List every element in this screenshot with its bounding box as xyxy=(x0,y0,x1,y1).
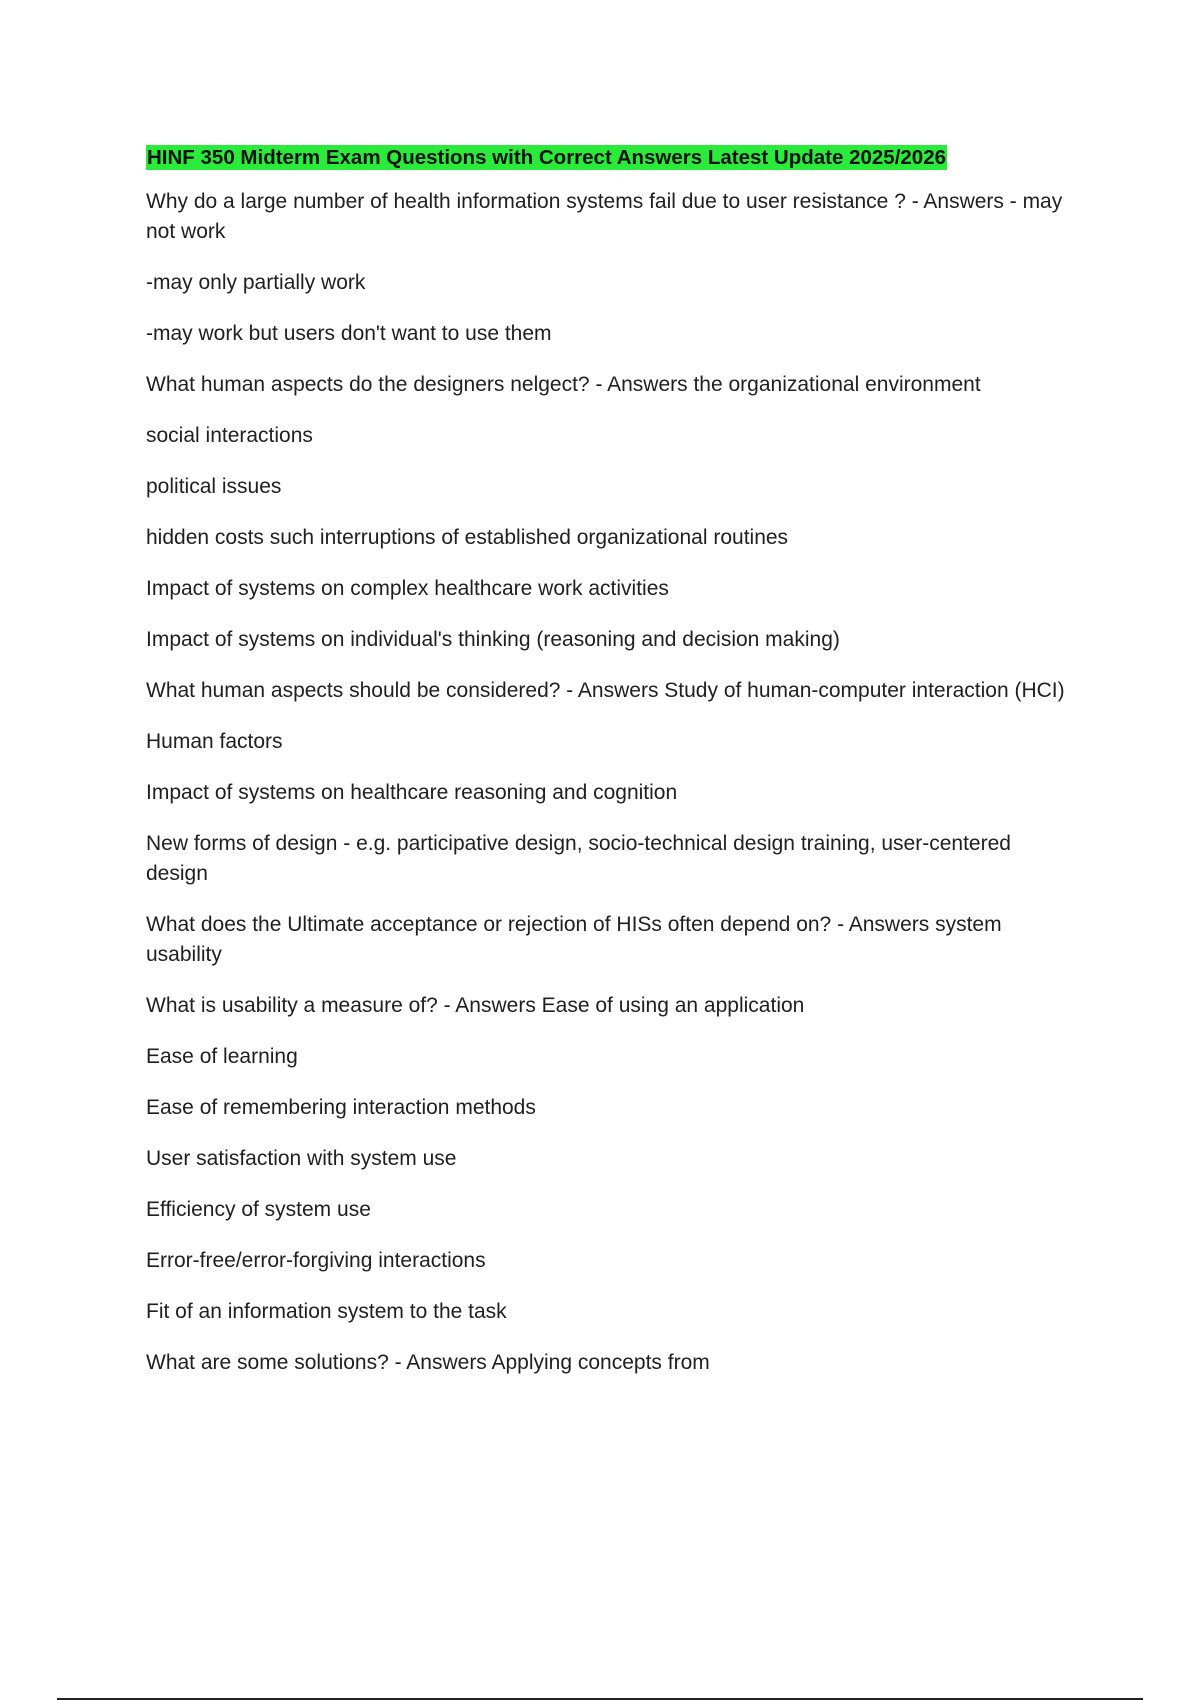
paragraph-3: -may work but users don't want to use them xyxy=(146,322,552,345)
paragraph-4: What human aspects do the designers nelgect? - Answers the organizational environment xyxy=(146,373,981,396)
document-title xyxy=(146,144,1076,171)
paragraph-2: -may only partially work xyxy=(146,271,366,294)
paragraph-5: social interactions xyxy=(146,424,313,447)
paragraph-21: Fit of an information system to the task xyxy=(146,1300,507,1323)
paragraph-12: Impact of systems on healthcare reasoning and cognition xyxy=(146,781,678,804)
paragraph-6: political issues xyxy=(146,475,282,498)
paragraph-9: Impact of systems on individual's thinking (reasoning and decision making) xyxy=(146,628,840,651)
paragraph-22: What are some solutions? - Answers Applying concepts from xyxy=(146,1351,710,1374)
paragraph-10: What human aspects should be considered? - Answers Study of human-computer interaction (HCI) xyxy=(146,679,1065,702)
paragraph-19: Efficiency of system use xyxy=(146,1198,371,1221)
paragraph-16: Ease of learning xyxy=(146,1045,298,1068)
paragraph-7: hidden costs such interruptions of established organizational routines xyxy=(146,526,789,549)
paragraph-11: Human factors xyxy=(146,730,283,753)
paragraph-1: Why do a large number of health information systems fail due to user resistance ? - Answers - may not work xyxy=(146,190,1063,243)
paragraph-14: What does the Ultimate acceptance or rejection of HISs often depend on? - Answers system usability xyxy=(146,913,1002,966)
paragraph-8: Impact of systems on complex healthcare work activities xyxy=(146,577,669,600)
document-body xyxy=(146,144,1076,1399)
paragraph-17: Ease of remembering interaction methods xyxy=(146,1096,536,1119)
title-highlight: HINF 350 Midterm Exam Questions with Correct Answers Latest Update 2025/2026 xyxy=(147,146,947,169)
paragraph-20: Error-free/error-forgiving interactions xyxy=(146,1249,486,1272)
paragraph-18: User satisfaction with system use xyxy=(146,1147,457,1170)
paragraph-13: New forms of design - e.g. participative design, socio-technical design training, user-centered design xyxy=(146,832,1011,885)
paragraph-15: What is usability a measure of? - Answers Ease of using an application xyxy=(146,994,805,1017)
